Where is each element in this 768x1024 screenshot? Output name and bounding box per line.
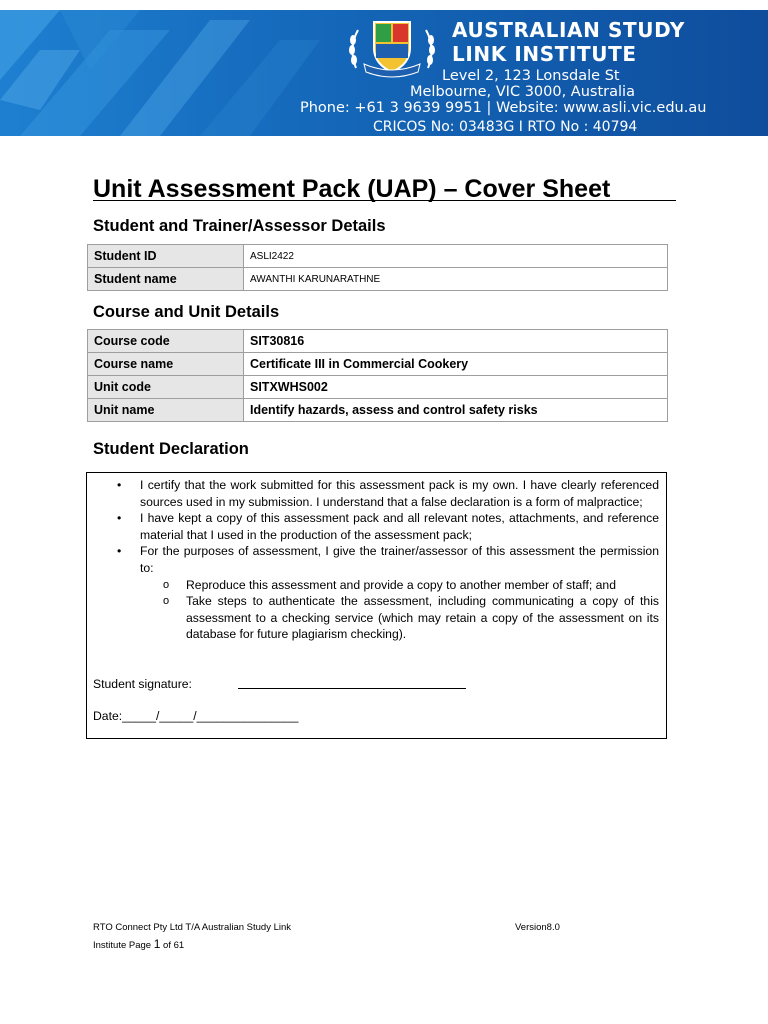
course-code-value: SIT30816 [244,330,668,353]
course-code-label: Course code [88,330,244,353]
bullet-icon: • [117,478,122,492]
table-row [88,376,668,399]
footer-left [93,919,291,954]
unit-code-label: Unit code [88,376,244,399]
address-line-1: Level 2, 123 Lonsdale St [442,68,620,84]
list-item [87,593,666,643]
date-field[interactable]: Date:_____/_____/_______________ [93,709,299,723]
sub-bullet-icon: o [163,595,170,608]
institute-crest-icon [344,18,440,80]
table-row [88,268,668,291]
course-details-table [87,329,668,422]
student-id-value: ASLI2422 [244,245,668,268]
signature-label: Student signature: [93,677,192,691]
bullet-icon: • [117,511,122,526]
footer-page-prefix: Institute Page [93,940,154,951]
sub-bullet-icon: o [163,578,170,591]
bullet-icon: • [117,544,122,559]
cricos-line: CRICOS No: 03483G I RTO No : 40794 [373,119,638,135]
title-underline [93,200,676,201]
unit-name-value: Identify hazards, assess and control safety risks [244,399,668,422]
table-row [88,353,668,376]
page-total: of 61 [160,940,185,951]
institute-name-line2: LINK INSTITUTE [452,42,637,66]
student-id-label: Student ID [88,245,244,268]
student-name-label: Student name [88,268,244,291]
table-row [88,330,668,353]
list-item [87,477,666,510]
signature-line[interactable] [238,688,466,689]
declaration-sub-bullet-2: Take steps to authenticate the assessment, including communicating a copy of this assessment to a checking service (which may retain a copy of the assessment on its database for future plagiarism checking). [186,594,659,642]
unit-code-value: SITXWHS002 [244,376,668,399]
course-section-heading: Course and Unit Details [93,303,280,321]
course-name-label: Course name [88,353,244,376]
student-name-value: AWANTHI KARUNARATHNE [244,268,668,291]
list-item [87,543,666,576]
course-name-value: Certificate III in Commercial Cookery [244,353,668,376]
header-banner [0,10,768,136]
declaration-bullet-3: For the purposes of assessment, I give the trainer/assessor of this assessment the permission to: [140,544,659,575]
institute-name [452,18,685,66]
table-row [88,399,668,422]
footer-version: Version8.0 [515,922,560,933]
student-details-table [87,244,668,291]
declaration-sub-bullet-1: Reproduce this assessment and provide a copy to another member of staff; and [186,577,616,592]
declaration-bullet-1: I certify that the work submitted for this assessment pack is my own. I have clearly referenced sources used in my submission. I understand that a false declaration is a form of malpractice; [140,478,659,509]
declaration-heading: Student Declaration [93,440,249,458]
declaration-bullet-2: I have kept a copy of this assessment pack and all relevant notes, attachments, and reference material that I used in the production of the assessment pack; [140,511,659,542]
student-section-heading: Student and Trainer/Assessor Details [93,217,386,235]
page-title: Unit Assessment Pack (UAP) – Cover Sheet [93,175,611,203]
page-number: 1 [153,937,161,951]
institute-name-line1: AUSTRALIAN STUDY [452,18,685,42]
declaration-box [86,472,667,739]
contact-line: Phone: +61 3 9639 9951 | Website: www.asli.vic.edu.au [300,100,707,116]
footer-page-line [93,936,291,954]
table-row [88,245,668,268]
list-item [87,510,666,543]
list-item [87,577,666,594]
footer-org-line: RTO Connect Pty Ltd T/A Australian Study Link [93,922,292,933]
unit-name-label: Unit name [88,399,244,422]
address-line-2: Melbourne, VIC 3000, Australia [410,84,635,100]
declaration-list [87,477,666,643]
